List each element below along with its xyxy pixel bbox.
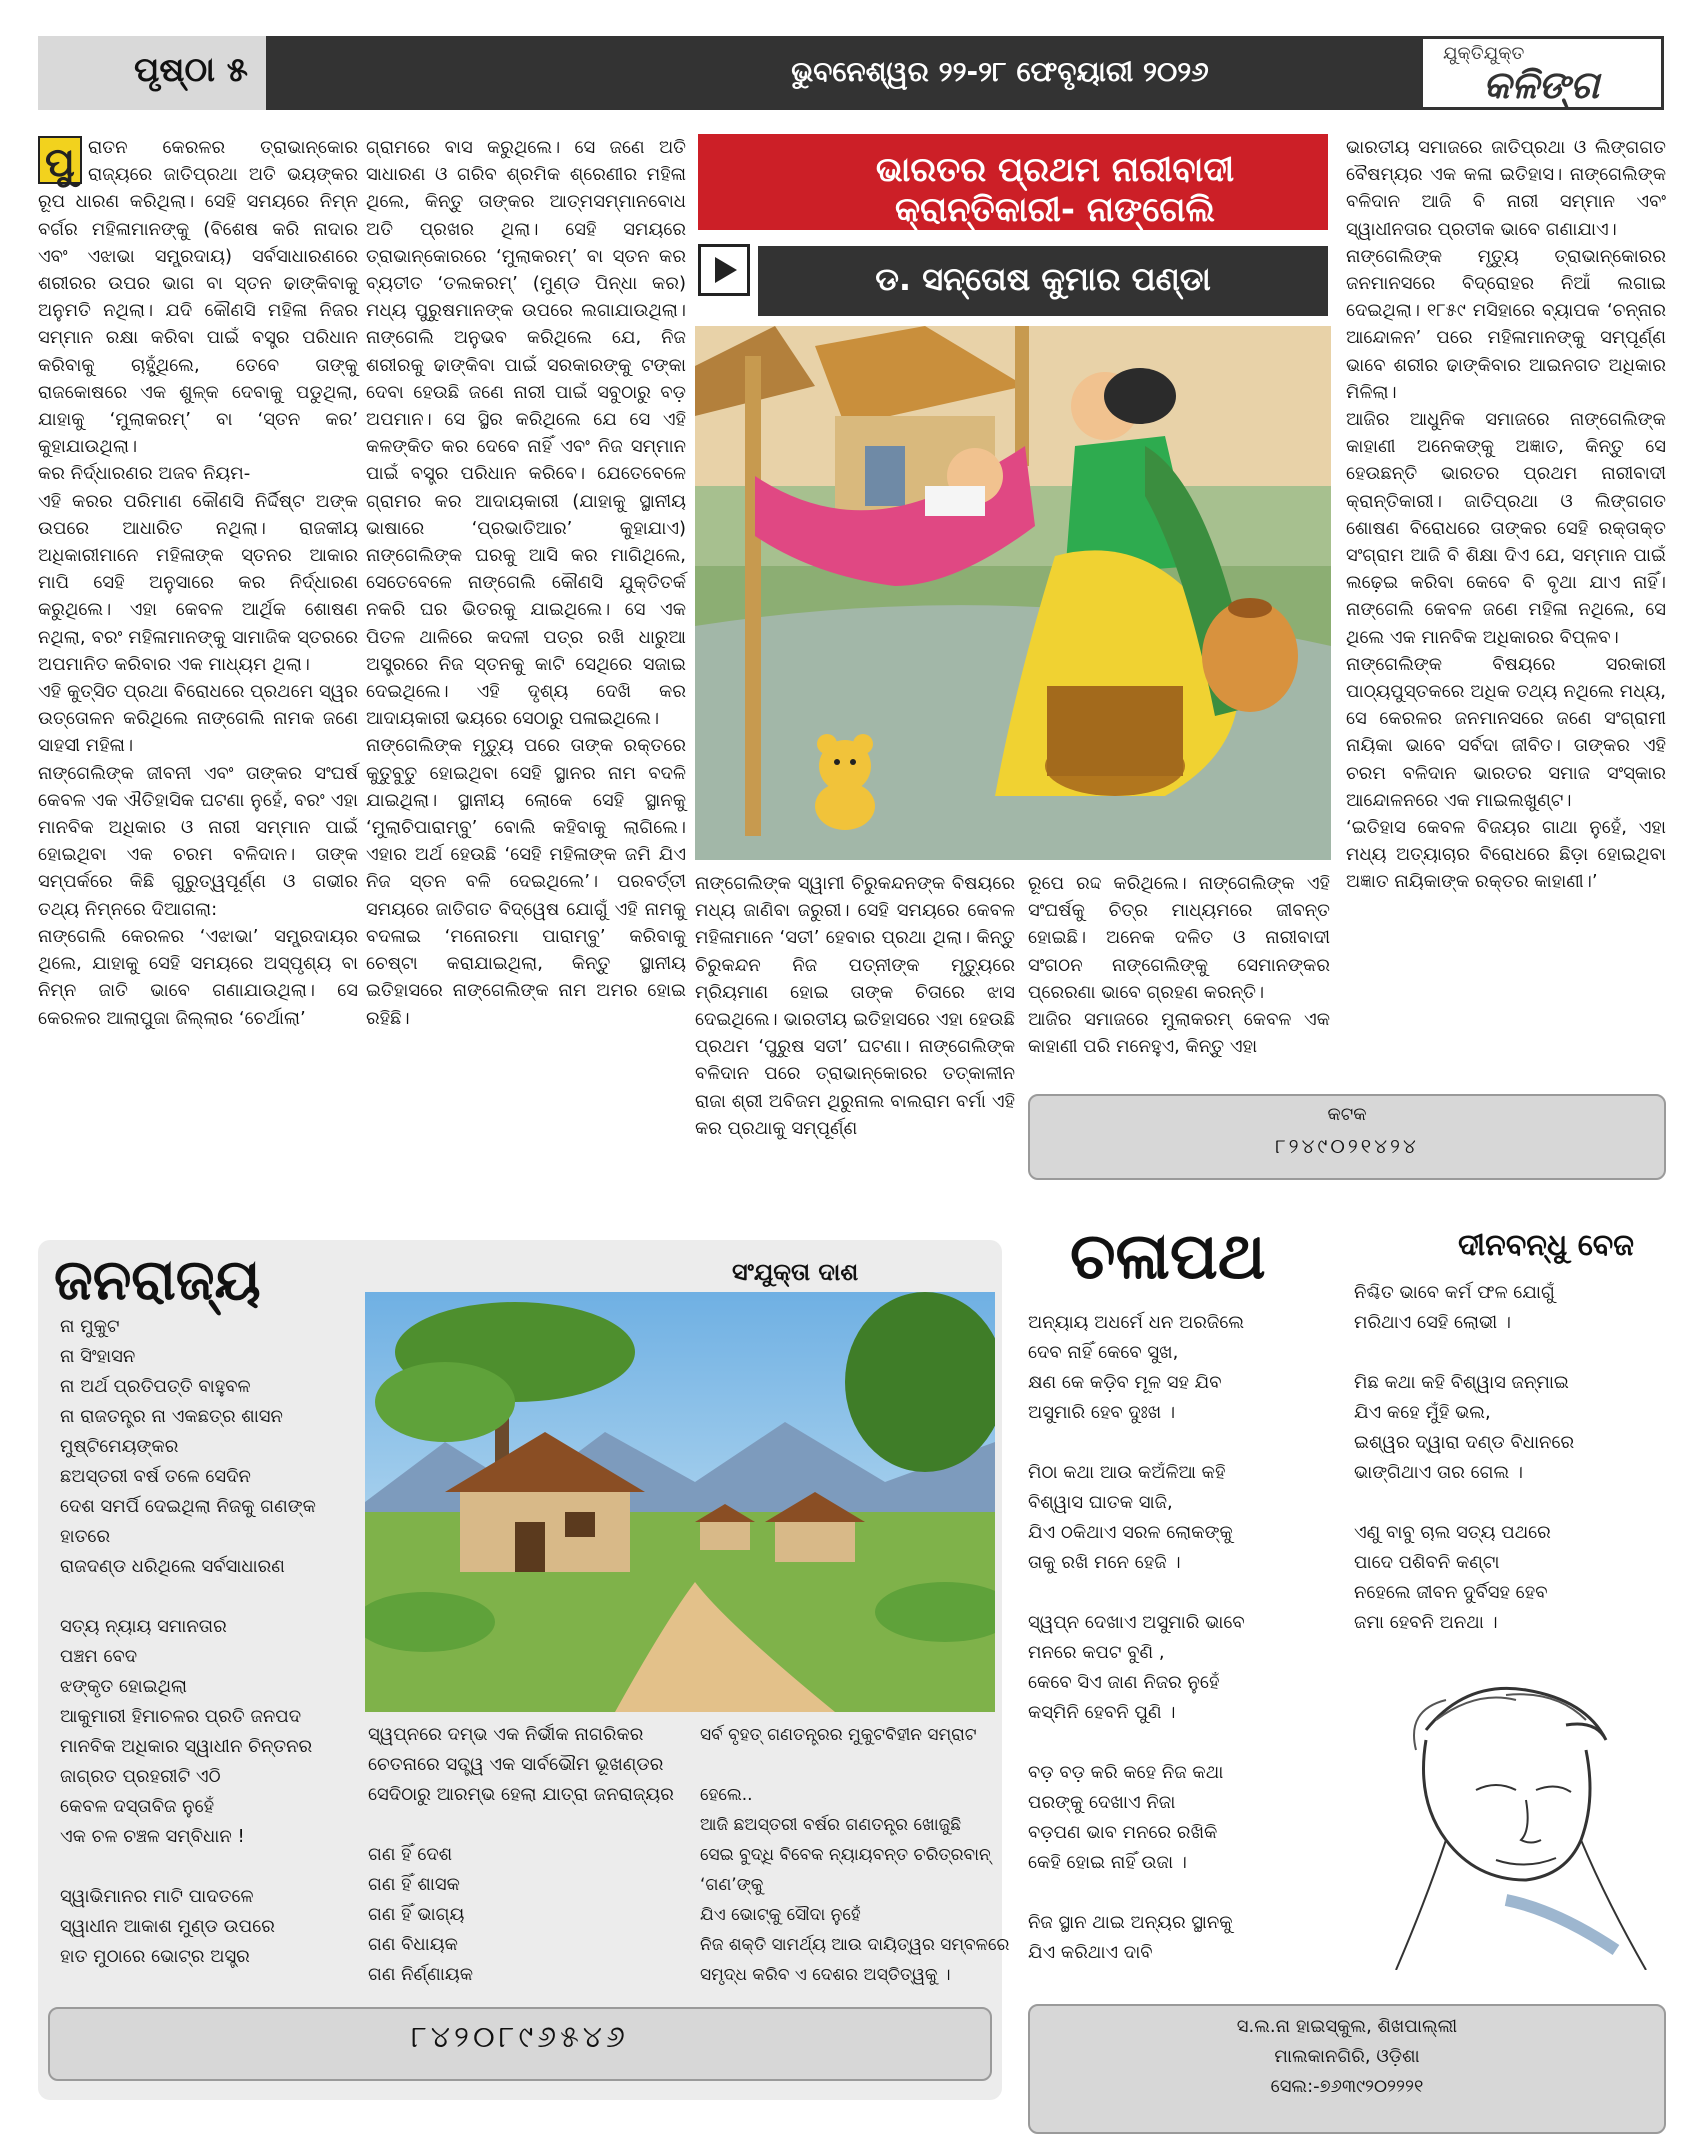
poem-line: ଦେବ ନାହିଁ କେବେ ସୁଖ,: [1028, 1342, 1179, 1363]
paragraph: ‘ଇତିହାସ କେବଳ ବିଜୟର ଗାଥା ନୁହେଁ, ଏହା ମଧ୍ୟ ଅତ୍ୟାଚାର ବିରୋଧରେ ଛିଡ଼ା ହୋଇଥିବା ଅଜ୍ଞାତ ନାୟିକାଙ୍କ ରକ୍ତର କାହାଣୀ।’: [1346, 817, 1666, 893]
poem-line: ତାକୁ ରଖି ମନେ ହେଜି ।: [1028, 1552, 1181, 1573]
poem-line: ନା ଅର୍ଥ ପ୍ରତିପତ୍ତି ବାହୁବଳ: [60, 1376, 251, 1397]
paragraph: ରୂପେ ରଦ୍ଦ କରିଥିଲେ। ନାଙ୍ଗେଲିଙ୍କ ଏହି ସଂଘର୍ଷକୁ ଚିତ୍ର ମାଧ୍ୟମରେ ଜୀବନ୍ତ ହୋଇଛି। ଅନେକ ଦଳିତ ଓ ନାରୀବାଦୀ ସଂଗଠନ ନାଙ୍ଗେଲିଙ୍କୁ ସେମାନଙ୍କର ପ୍ରେରଣା ଭାବେ ଗ୍ରହଣ କରନ୍ତି।: [1028, 873, 1330, 1003]
poem-line: କସ୍ମିନି ହେବନି ପୁଣି ।: [1028, 1702, 1176, 1723]
poem-line: କେହି ହୋଇ ନାହିଁ ଉଜା ।: [1028, 1852, 1187, 1873]
poem-line: ଦେଶ ସମର୍ପି ଦେଇଥିଲା ନିଜକୁ ଗଣଙ୍କ: [60, 1496, 316, 1517]
poem-line: ନିଜ ଶକ୍ତି ସାମର୍ଥ୍ୟ ଆଉ ଦାୟିତ୍ୱର ସମ୍ବଳରେ: [700, 1935, 1010, 1955]
article-column-4: [1028, 870, 1330, 1060]
poem-title: ଚଳାପଥ: [1070, 1220, 1266, 1294]
poem-line: [1028, 1428, 1338, 1458]
poem-line: [1354, 1488, 1664, 1518]
issue-date: ଭୁବନେଶ୍ୱର ୨୨-୨୮ ଫେବୃୟାରୀ ୨୦୨୬: [791, 55, 1209, 88]
paragraph: ଆଜିର ସମାଜରେ ମୁଲାକରମ୍ କେବଳ ଏକ କାହାଣୀ ପରି ମନେହୁଏ, କିନ୍ତୁ ଏହା: [1028, 1009, 1330, 1058]
poem-line: ଯିଏ କହେ ମୁଁହି ଭଲ,: [1354, 1402, 1491, 1423]
paragraph: ଏହି କରର ପରିମାଣ କୌଣସି ନିର୍ଦ୍ଦିଷ୍ଟ ଅଙ୍କ ଉପରେ ଆଧାରିତ ନଥିଲା। ରାଜକୀୟ ଅଧିକାରୀମାନେ ମହିଳାଙ୍କ ସ୍ତନର ଆକାର ମାପି ସେହି ଅନୁସାରେ କର ନିର୍ଦ୍ଧାରଣ କରୁଥିଲେ। ଏହା କେବଳ ଆର୍ଥିକ ଶୋଷଣ ନଥିଲା, ବରଂ ମହିଳାମାନଙ୍କୁ ସାମାଜିକ ସ୍ତରରେ ଅପମାନିତ କରିବାର ଏକ ମାଧ୍ୟମ ଥିଲା।: [38, 490, 358, 675]
poem-title: ଜନରାଜ୍ୟ: [54, 1248, 261, 1313]
poem-line: ଅସୁମାରି ହେବ ଦୁଃଖ ।: [1028, 1402, 1176, 1423]
paragraph: ଭାରତୀୟ ସମାଜରେ ଜାତିପ୍ରଥା ଓ ଲିଙ୍ଗଗତ ବୈଷମ୍ୟର ଏକ କଳା ଇତିହାସ। ନାଙ୍ଗେଲିଙ୍କ ବଳିଦାନ ଆଜି ବି ନାରୀ ସମ୍ମାନ ଏବଂ ସ୍ୱାଧୀନତାର ପ୍ରତୀକ ଭାବେ ଗଣାଯାଏ।: [1346, 137, 1666, 240]
author-phone: ୮୨୪୯୦୨୧୪୨୪: [1275, 1134, 1419, 1158]
article-title: ଭାରତର ପ୍ରଥମ ନାରୀବାଦୀ କ୍ରାନ୍ତିକାରୀ- ନାଙ୍ଗେଲି: [875, 150, 1235, 230]
poem-line: ମନରେ କପଟ ବୁଣି ,: [1028, 1642, 1165, 1663]
poem-line: ସେଦିଠାରୁ ଆରମ୍ଭ ହେଲା ଯାତ୍ରା ଜନରାଜ୍ୟର: [368, 1784, 674, 1805]
poem-line: ବିଶ୍ୱାସ ଘାତକ ସାଜି,: [1028, 1492, 1173, 1513]
poem-line: କେବେ ସିଏ ଜାଣ ନିଜର ନୁହେଁ: [1028, 1672, 1220, 1693]
poem-line: ଯିଏ ଠକିଥାଏ ସରଳ ଲୋକଙ୍କୁ: [1028, 1522, 1233, 1543]
poem-line: ସ୍ୱାଧୀନ ଆକାଶ ମୁଣ୍ଡ ଉପରେ: [60, 1916, 275, 1937]
poem-line: ଝଙ୍କୃତ ହୋଇଥିଲା: [60, 1676, 188, 1697]
newspaper-logo: [1420, 36, 1664, 110]
poem-line: ଭାଙ୍ଗିଥାଏ ତାର ଗେଲ ।: [1354, 1462, 1523, 1483]
village-landscape-image: [365, 1292, 995, 1712]
subheading: କର ନିର୍ଦ୍ଧାରଣର ଅଜବ ନିୟମ-: [38, 463, 251, 485]
poem-line: [60, 1582, 360, 1612]
poem-line: ଛଅସ୍ତରୀ ବର୍ଷ ତଳେ ସେଦିନ: [60, 1466, 251, 1487]
article-column-3: [695, 870, 1015, 1142]
poem-line: [1028, 1728, 1338, 1758]
poem-line: ବଡ଼ପଣ ଭାବ ମନରେ ରଖିକି: [1028, 1822, 1218, 1843]
poem-line: ଯିଏ ଭୋଟ୍‌କୁ ସୌଦା ନୁହେଁ: [700, 1905, 861, 1925]
poem-line: ନିଶ୍ଚିତ ଭାବେ କର୍ମ ଫଳ ଯୋଗୁଁ: [1354, 1282, 1555, 1303]
poem-line: ହାତରେ: [60, 1526, 111, 1547]
poem-line: ଗଣ ହିଁ ଶାସକ: [368, 1874, 460, 1895]
paragraph: ଗ୍ରାମରେ ବାସ କରୁଥିଲେ। ସେ ଜଣେ ଅତି ସାଧାରଣ ଓ ଗରିବ ଶ୍ରମିକ ଶ୍ରେଣୀର ମହିଳା ଥିଲେ, କିନ୍ତୁ ତାଙ୍କର ଆତ୍ମସମ୍ମାନବୋଧ ଅତି ପ୍ରଖର ଥିଲା। ସେହି ସମୟରେ ତ୍ରାଭାନ୍‌କୋରରେ ‘ମୁଲାକରମ୍’ ବା ସ୍ତନ କର ବ୍ୟତୀତ ‘ତଲକରମ୍’ (ମୁଣ୍ଡ ପିନ୍ଧା କର) ମଧ୍ୟ ପୁରୁଷମାନଙ୍କ ଉପରେ ଲଗାଯାଉଥିଲା। ନାଙ୍ଗେଲି ଅନୁଭବ କରିଥିଲେ ଯେ, ନିଜ ଶରୀରକୁ ଢାଙ୍କିବା ପାଇଁ ସରକାରଙ୍କୁ ଟଙ୍କା ଦେବା ହେଉଛି ଜଣେ ନାରୀ ପାଇଁ ସବୁଠାରୁ ବଡ଼ ଅପମାନ। ସେ ସ୍ଥିର କରିଥିଲେ ଯେ ସେ ଏହି କଳଙ୍କିତ କର ଦେବେ ନାହିଁ ଏବଂ ନିଜ ସମ୍ମାନ ପାଇଁ ବସ୍ତ୍ର ପରିଧାନ କରିବେ। ଯେତେବେଳେ ଗ୍ରାମର କର ଆଦାୟକାରୀ (ଯାହାକୁ ସ୍ଥାନୀୟ ଭାଷାରେ ‘ପ୍ରଭାତିଆର’ କୁହାଯାଏ) ନାଙ୍ଗେଲିଙ୍କ ଘରକୁ ଆସି କର ମାଗିଥିଲେ, ସେତେବେଳେ ନାଙ୍ଗେଲି କୌଣସି ଯୁକ୍ତିତର୍କ ନକରି ଘର ଭିତରକୁ ଯାଇଥିଲେ। ସେ ଏକ ପିତଳ ଥାଳିରେ କଦଳୀ ପତ୍ର ରଖି ଧାରୁଆ ଅସ୍ତ୍ରରେ ନିଜ ସ୍ତନକୁ କାଟି ସେଥିରେ ସଜାଇ ଦେଇଥିଲେ। ଏହି ଦୃଶ୍ୟ ଦେଖି କର ଆଦାୟକାରୀ ଭୟରେ ସେଠାରୁ ପଳାଇଥିଲେ।: [366, 137, 686, 730]
poem-line: ସର୍ବ ବୃହତ୍ ଗଣତନ୍ତ୍ରର ମୁକୁଟବିହୀନ ସମ୍ରାଟ: [700, 1725, 977, 1745]
paragraph: ନାଙ୍ଗେଲିଙ୍କ ମୃତ୍ୟୁ ପରେ ତାଙ୍କ ରକ୍ତରେ କୁତୁବୁତୁ ହୋଇଥିବା ସେହି ସ୍ଥାନର ନାମ ବଦଳି ଯାଇଥିଲା। ସ୍ଥାନୀୟ ଲୋକେ ସେହି ସ୍ଥାନକୁ ‘ମୁଲାଚିପାରାମ୍ବୁ’ ବୋଲି କହିବାକୁ ଲାଗିଲେ। ଏହାର ଅର୍ଥ ହେଉଛି ‘ସେହି ମହିଳାଙ୍କ ଜମି ଯିଏ ନିଜ ସ୍ତନ ବଳି ଦେଇଥିଲେ’। ପରବର୍ତ୍ତୀ ସମୟରେ ଜାତିଗତ ବିଦ୍ୱେଷ ଯୋଗୁଁ ଏହି ନାମକୁ ବଦଳାଇ ‘ମନୋରମା ପାରାମ୍ବୁ’ କରିବାକୁ ଚେଷ୍ଟା କରାଯାଇଥିଲା, କିନ୍ତୁ ସ୍ଥାନୀୟ ଇତିହାସରେ ନାଙ୍ଗେଲିଙ୍କ ନାମ ଅମର ହୋଇ ରହିଛି।: [366, 735, 686, 1029]
poem-line: ଜମା ହେବନି ଅନଥା ।: [1354, 1612, 1498, 1633]
paragraph: ନାଙ୍ଗେଲିଙ୍କ ବିଷୟରେ ସରକାରୀ ପାଠ୍ୟପୁସ୍ତକରେ ଅଧିକ ତଥ୍ୟ ନଥିଲେ ମଧ୍ୟ, ସେ କେରଳର ଜନମାନସରେ ଜଣେ ସଂଗ୍ରାମୀ ନାୟିକା ଭାବେ ସର୍ବଦା ଜୀବିତ। ତାଙ୍କର ଏହି ଚରମ ବଳିଦାନ ଭାରତର ସମାଜ ସଂସ୍କାର ଆନ୍ଦୋଳନରେ ଏକ ମାଇଲଖୁଣ୍ଟ।: [1346, 653, 1666, 811]
poem-line: ପଞ୍ଚମ ବେଦ: [60, 1646, 138, 1667]
poem-line: ନା ସିଂହାସନ: [60, 1346, 136, 1367]
poem-column-2: [368, 1720, 688, 1990]
poem-line: କ୍ଷଣ କେ କଡ଼ିବ ମୂଳ ସହ ଯିବ: [1028, 1372, 1222, 1393]
logo-tagline: ଯୁକ୍ତିଯୁକ୍ତ: [1443, 43, 1525, 64]
poem-line: ମରିଥାଏ ସେହି ଲୋଭୀ ।: [1354, 1312, 1511, 1333]
poem-author: ଦୀନବନ୍ଧୁ ବେଜ: [1458, 1228, 1634, 1263]
article-column-1: [38, 134, 358, 1032]
poem-line: ରାଜଦଣ୍ଡ ଧରିଥିଲେ ସର୍ବସାଧାରଣ: [60, 1556, 285, 1577]
poem-line: ସତ୍ୟ ନ୍ୟାୟ ସମାନତାର: [60, 1616, 227, 1637]
poet-mobile: ସେଲ:-୭୬୩୯୨୦୨୨୨୧: [1270, 2076, 1424, 2097]
article-author: ଡ. ସନ୍ତୋଷ କୁମାର ପଣ୍ଡା: [875, 260, 1211, 298]
poet-address: [1028, 2012, 1666, 2102]
logo-wordmark: କଳିଙ୍ଗ: [1483, 63, 1600, 107]
poem-column-2: [1354, 1278, 1664, 1638]
poem-line: ମାନବିକ ଅଧିକାର ସ୍ୱାଧୀନ ଚିନ୍ତନର: [60, 1736, 313, 1757]
poem-line: [1028, 1578, 1338, 1608]
poem-column-1: [1028, 1308, 1338, 1968]
poem-line: ଏଣୁ ବାବୁ ଚାଲ ସତ୍ୟ ପଥରେ: [1354, 1522, 1551, 1543]
poem-line: କେବଳ ଦସ୍ତାବିଜ ନୁହେଁ: [60, 1796, 215, 1817]
poem-line: [700, 1750, 996, 1780]
paragraph: ନାଙ୍ଗେଲିଙ୍କ ମୃତ୍ୟୁ ତ୍ରାଭାନ୍‌କୋରର ଜନମାନସରେ ବିଦ୍ରୋହର ନିଆଁ ଲଗାଇ ଦେଇଥିଲା। ୧୮୫୯ ମସିହାରେ ବ୍ୟାପକ ‘ଚନ୍ନାର ଆନ୍ଦୋଳନ’ ପରେ ମହିଳାମାନଙ୍କୁ ସମ୍ପୂର୍ଣ୍ଣ ଭାବେ ଶରୀର ଢାଙ୍କିବାର ଆଇନଗତ ଅଧିକାର ମିଳିଲା।: [1346, 245, 1666, 403]
poem-line: ଗଣ ହିଁ ଭାଗ୍ୟ: [368, 1904, 465, 1925]
poem-line: ଚେତନାରେ ସତ୍ତ୍ୱ ଏକ ସାର୍ବଭୌମ ଭୂଖଣ୍ଡର: [368, 1754, 664, 1775]
poem-line: [1354, 1338, 1664, 1368]
poem-line: ସ୍ୱପ୍ନ ଦେଖାଏ ଅସୁମାରି ଭାବେ: [1028, 1612, 1245, 1633]
poem-line: ହାତ ମୁଠାରେ ଭୋଟ୍ର ଅସ୍ତ୍ର: [60, 1946, 250, 1967]
poem-line: ଗଣ ହିଁ ଦେଶ: [368, 1844, 453, 1865]
poem-line: ‘ଗଣ’ଙ୍କୁ: [700, 1875, 764, 1895]
old-man-sketch: [1356, 1670, 1656, 1970]
poem-line: ପରଙ୍କୁ ଦେଖାଏ ନିଜା: [1028, 1792, 1176, 1813]
article-column-2: [366, 134, 686, 1032]
poem-line: ସ୍ୱପ୍ନରେ ଦମ୍ଭ ଏକ ନିର୍ଭୀକ ନାଗରିକର: [368, 1724, 644, 1745]
poem-line: ଯିଏ କରିଥାଏ ଦାବି: [1028, 1942, 1153, 1963]
paragraph: ଏହି କୁତ୍ସିତ ପ୍ରଥା ବିରୋଧରେ ପ୍ରଥମେ ସ୍ୱର ଉତ୍ତୋଳନ କରିଥିଲେ ନାଙ୍ଗେଲି ନାମକ ଜଣେ ସାହସୀ ମହିଳା।: [38, 681, 358, 757]
poem-line: ପାଦେ ପଶିବନି କଣ୍ଟା: [1354, 1552, 1500, 1573]
article-column-5: [1346, 134, 1666, 896]
poem-author: ସଂଯୁକ୍ତା ଦାଶ: [732, 1258, 859, 1286]
poem-line: ନିଜ ସ୍ଥାନ ଥାଇ ଅନ୍ୟର ସ୍ଥାନକୁ: [1028, 1912, 1233, 1933]
poem-line: [1028, 1878, 1338, 1908]
poem-line: ଗଣ ନିର୍ଣ୍ଣାୟକ: [368, 1964, 474, 1985]
poem-line: ଅନ୍ୟାୟ ଅଧର୍ମେ ଧନ ଅରଜିଲେ: [1028, 1312, 1244, 1333]
poem-line: ନହେଲେ ଜୀବନ ଦୁର୍ବିସହ ହେବ: [1354, 1582, 1548, 1603]
poem-line: [368, 1810, 688, 1840]
nangeli-painting: [695, 326, 1331, 860]
poem-line: ମିଠା କଥା ଆଉ କଅଁଳିଆ କହି: [1028, 1462, 1226, 1483]
paragraph: ନାଙ୍ଗେଲିଙ୍କ ଜୀବନୀ ଏବଂ ତାଙ୍କର ସଂଘର୍ଷ କେବଳ ଏକ ଐତିହାସିକ ଘଟଣା ନୁହେଁ, ବରଂ ଏହା ମାନବିକ ଅଧିକାର ଓ ନାରୀ ସମ୍ମାନ ପାଇଁ ହୋଇଥିବା ଏକ ଚରମ ବଳିଦାନ। ତାଙ୍କ ସମ୍ପର୍କରେ କିଛି ଗୁରୁତ୍ୱପୂର୍ଣ୍ଣ ଓ ଗଭୀର ତଥ୍ୟ ନିମ୍ନରେ ଦିଆଗଲା:: [38, 762, 358, 920]
poet-district: ମାଲକାନଗିରି, ଓଡ଼ିଶା: [1274, 2046, 1420, 2067]
poem-column-1: [60, 1312, 360, 1972]
author-city: କଟକ: [1327, 1104, 1367, 1125]
poem-line: ନା ମୁକୁଟ: [60, 1316, 120, 1337]
poem-line: ସେଇ ବୁଦ୍ଧି ବିବେକ ନ୍ୟାୟବନ୍ତ ଚରିତ୍ରବାନ୍: [700, 1845, 991, 1865]
page-number: ପୃଷ୍ଠା ୫: [134, 50, 249, 90]
poem-line: ସ୍ୱାଭିମାନର ମାଟି ପାଦତଳେ: [60, 1886, 254, 1907]
paragraph: ରାତନ କେରଳର ତ୍ରାଭାନ୍‌କୋର ରାଜ୍ୟରେ ଜାତିପ୍ରଥା ଅତି ଭୟଙ୍କର ରୂପ ଧାରଣ କରିଥିଲା। ସେହି ସମୟରେ ନିମ୍ନ ବର୍ଗର ମହିଳାମାନଙ୍କୁ (ବିଶେଷ କରି ନାଦାର ଏବଂ ଏଝାଭା ସମ୍ପ୍ରଦାୟ) ସର୍ବସାଧାରଣରେ ଶରୀରର ଉପର ଭାଗ ବା ସ୍ତନ ଢାଙ୍କିବାକୁ ଅନୁମତି ନଥିଲା। ଯଦି କୌଣସି ମହିଳା ନିଜର ସମ୍ମାନ ରକ୍ଷା କରିବା ପାଇଁ ବସ୍ତ୍ର ପରିଧାନ କରିବାକୁ ଚାହୁଁଥିଲେ, ତେବେ ତାଙ୍କୁ ରାଜକୋଷରେ ଏକ ଶୁଳ୍କ ଦେବାକୁ ପଡୁଥିଲା, ଯାହାକୁ ‘ମୁଲାକରମ୍’ ବା ‘ସ୍ତନ କର’ କୁହାଯାଉଥିଲା।: [38, 137, 358, 458]
poem-line: ଆକୁମାରୀ ହିମାଚଳର ପ୍ରତି ଜନପଦ: [60, 1706, 302, 1727]
poet-phone: ୮୪୨୦୮୯୬୫୪୬: [411, 2020, 629, 2055]
poem-line: ବଡ଼ ବଡ଼ କରି କହେ ନିଜ କଥା: [1028, 1762, 1224, 1783]
poem-line: ହେଲେ..: [700, 1785, 753, 1805]
poem-line: ଏକ ଚଳ ଚଞ୍ଚଳ ସମ୍ବିଧାନ !: [60, 1826, 245, 1847]
dropcap: ପୁ: [38, 136, 82, 184]
paragraph: ନାଙ୍ଗେଲି କେରଳର ‘ଏଝାଭା’ ସମ୍ପ୍ରଦାୟର ଥିଲେ, ଯାହାକୁ ସେହି ସମୟରେ ଅସ୍ପୃଶ୍ୟ ବା ନିମ୍ନ ଜାତି ଭାବେ ଗଣାଯାଉଥିଲା। ସେ କେରଳର ଆଲାପୁଜା ଜିଲ୍ଲାର ‘ଚେର୍ଥାଲା’: [38, 925, 358, 1029]
poem-line: ମିଛ କଥା କହି ବିଶ୍ୱାସ ଜନ୍ମାଇ: [1354, 1372, 1569, 1393]
poem-line: [60, 1852, 360, 1882]
poem-column-3: [700, 1720, 1010, 1990]
page-number-box: [38, 36, 266, 110]
play-icon: [698, 244, 750, 296]
poem-line: ଇଶ୍ୱର ଦ୍ୱାରା ଦଣ୍ଡ ବିଧାନରେ: [1354, 1432, 1575, 1453]
poem-line: ନା ରାଜତନ୍ତ୍ର ନା ଏକଛତ୍ର ଶାସନ: [60, 1406, 283, 1427]
paragraph: ନାଙ୍ଗେଲିଙ୍କ ସ୍ୱାମୀ ଚିରୁକନ୍ଦନଙ୍କ ବିଷୟରେ ମଧ୍ୟ ଜାଣିବା ଜରୁରୀ। ସେହି ସମୟରେ କେବଳ ମହିଳାମାନେ ‘ସତୀ’ ହେବାର ପ୍ରଥା ଥିଲା। କିନ୍ତୁ ଚିରୁକନ୍ଦନ ନିଜ ପତ୍ନୀଙ୍କ ମୃତ୍ୟୁରେ ମ୍ରିୟମାଣ ହୋଇ ତାଙ୍କ ଚିତାରେ ଝାସ ଦେଇଥିଲେ। ଭାରତୀୟ ଇତିହାସରେ ଏହା ହେଉଛି ପ୍ରଥମ ‘ପୁରୁଷ ସତୀ’ ଘଟଣା। ନାଙ୍ଗେଲିଙ୍କ ବଳିଦାନ ପରେ ତ୍ରାଭାନ୍‌କୋରର ତତ୍କାଳୀନ ରାଜା ଶ୍ରୀ ଅବିଜମ ଥିରୁନାଲ ବାଲରାମ ବର୍ମା ଏହି କର ପ୍ରଥାକୁ ସମ୍ପୂର୍ଣ୍ଣ: [695, 873, 1015, 1139]
poet-school: ସ.ଲ.ନା ହାଇସ୍କୁଲ, ଶିଖପାଲ୍ଲୀ: [1236, 2016, 1458, 2037]
poem-line: ସମୃଦ୍ଧ କରିବ ଏ ଦେଶର ଅସ୍ତିତ୍ୱକୁ ।: [700, 1965, 951, 1985]
poem-line: ମୁଷ୍ଟିମେୟଙ୍କର: [60, 1436, 179, 1457]
poem-line: ଆଜି ଛଅସ୍ତରୀ ବର୍ଷର ଗଣତନ୍ତ୍ର ଖୋଜୁଛି: [700, 1815, 962, 1835]
paragraph: ଆଜିର ଆଧୁନିକ ସମାଜରେ ନାଙ୍ଗେଲିଙ୍କ କାହାଣୀ ଅନେକଙ୍କୁ ଅଜ୍ଞାତ, କିନ୍ତୁ ସେ ହେଉଛନ୍ତି ଭାରତର ପ୍ରଥମ ନାରୀବାଦୀ କ୍ରାନ୍ତିକାରୀ। ଜାତିପ୍ରଥା ଓ ଲିଙ୍ଗଗତ ଶୋଷଣ ବିରୋଧରେ ତାଙ୍କର ସେହି ରକ୍ତାକ୍ତ ସଂଗ୍ରାମ ଆଜି ବି ଶିକ୍ଷା ଦିଏ ଯେ, ସମ୍ମାନ ପାଇଁ ଲଢ଼େଇ କରିବା କେବେ ବି ବୃଥା ଯାଏ ନାହିଁ। ନାଙ୍ଗେଲି କେବଳ ଜଣେ ମହିଳା ନଥିଲେ, ସେ ଥିଲେ ଏକ ମାନବିକ ଅଧିକାରର ବିପ୍ଳବ।: [1346, 409, 1666, 648]
poem-line: ଜାଗ୍ରତ ପ୍ରହରୀଟି ଏଠି: [60, 1766, 221, 1787]
poem-line: ଗଣ ବିଧାୟକ: [368, 1934, 458, 1955]
